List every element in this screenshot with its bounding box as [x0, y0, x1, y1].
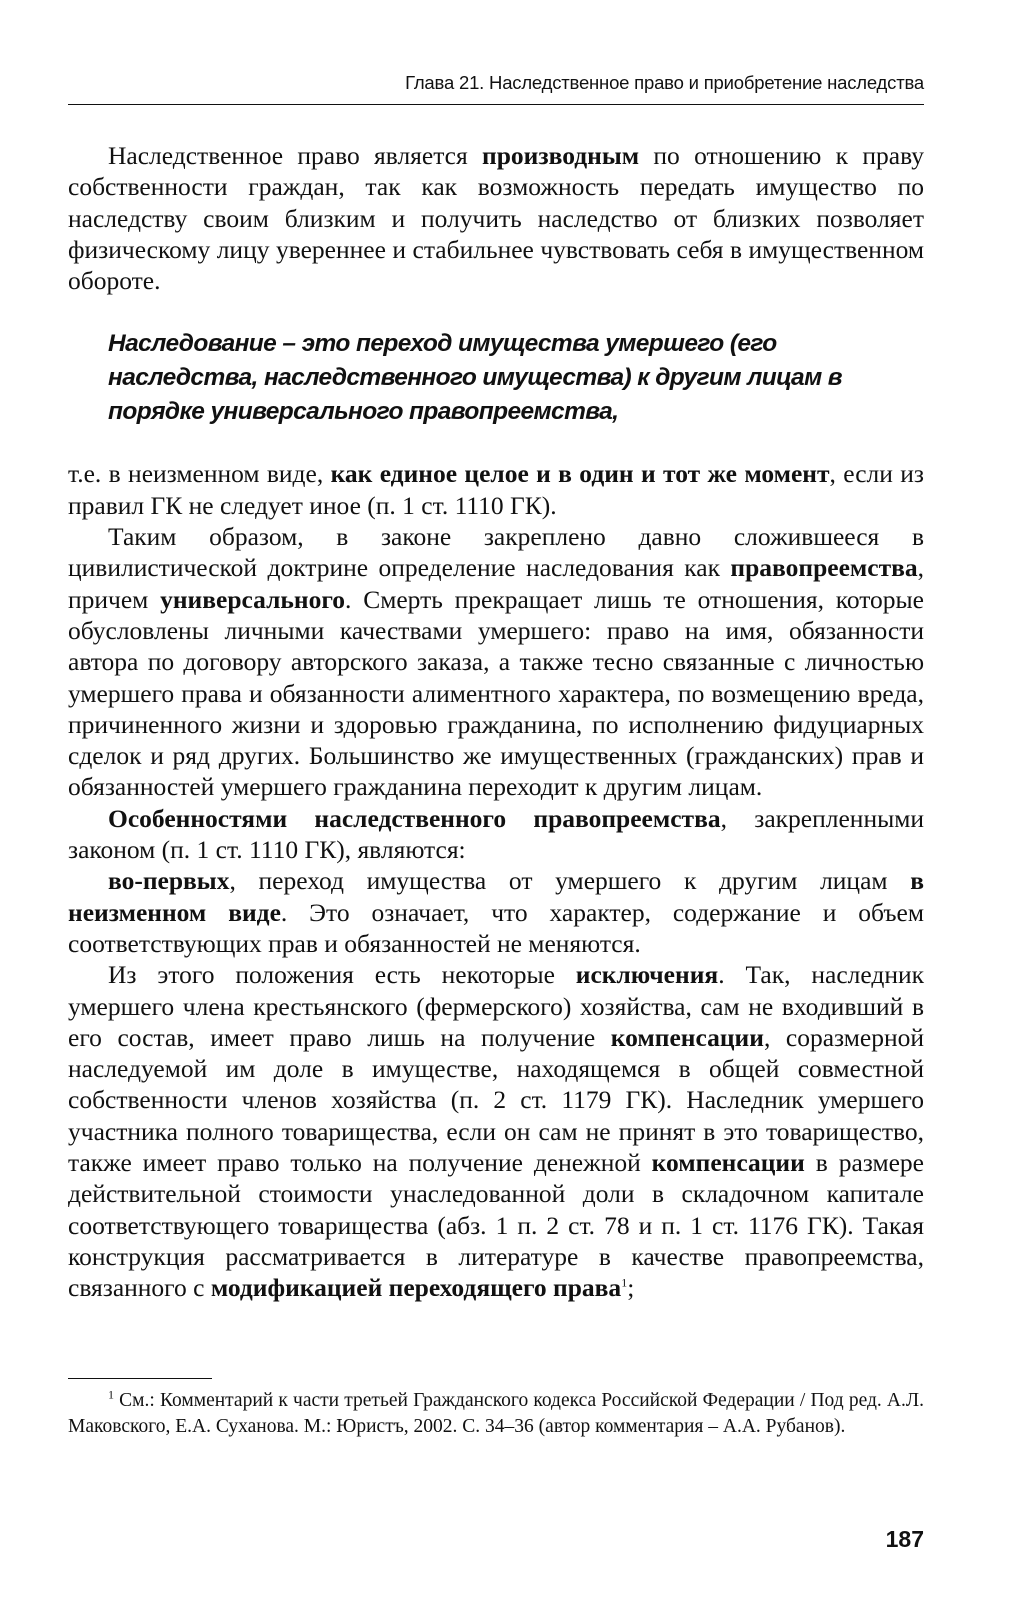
footnote-rule [68, 1378, 212, 1379]
running-head: Глава 21. Наследственное право и приобретение наследства [405, 72, 924, 93]
emphasis-firstly: во-первых [108, 866, 230, 896]
emphasis-features: Особенностями наследственного правопреемства [108, 803, 721, 833]
book-page [68, 0, 924, 1600]
footnote-text: См.: Комментарий к части третьей Гражданского кодекса Российской Федерации / Под ред. А.Л. Маковского, Е.А. Суханова. М.: Юристъ, 2002. С. 34–36 (автор комментария – А.А. Рубанов). [68, 1390, 924, 1437]
paragraph-6: Из этого положения есть некоторые исключения. Так, наследник умершего члена крестьянского (фермерского) хозяйства, сам не входивший в его состав, имеет право лишь на получение компенсации, соразмерной наследуемой им доле в имуществе, находящемся в общей совместной собственности членов хозяйства (п. 2 ст. 1179 ГК). Наследник умершего участника полного товарищества, если он сам не принят в это товарищество, также имеет право только на получение денежной компенсации в размере действительной стоимости унаследованной доли в складочном капитале соответствующего товарищества (абз. 1 п. 2 ст. 78 и п. 1 ст. 1176 ГК). Такая конструкция рассматривается в литературе в качестве правопреемства, связанного с модификацией переходящего права$^1$; [68, 960, 925, 1303]
paragraph-5: во-первых, переход имущества от умершего к другим лицам в неизменном виде. Это означает, что характер, содержание и объем соответствующих прав и обязанностей не меняются. [68, 866, 924, 958]
paragraph-1: Наследственное право является производным по отношению к праву собственности граждан, так как возможность передать имущество по наследству своим близким и получить наследство от близких позволяет физическому лицу увереннее и стабильнее чувствовать себя в имущественном обороте. [68, 141, 924, 296]
emphasis-exceptions: исключения [575, 960, 719, 990]
paragraph-3: Таким образом, в законе закреплено давно сложившееся в цивилистической доктрине определение наследования как правопреемства, причем универсального. Смерть прекращает лишь те отношения, которые обусловлены личными качествами умершего: право на имя, обязанности автора по договору авторского заказа, а также тесно связанные с личностью умершего права и обязанности алиментного характера, по возмещению вреда, причиненного жизни и здоровью гражданина, по исполнению фидуциарных сделок и ряд других. Большинство же имущественных (гражданских) прав и обязанностей умершего гражданина переходит к другим лицам. [68, 522, 924, 802]
emphasis-compensation: компенсации [610, 1022, 764, 1052]
page-number: 187 [885, 1526, 924, 1552]
emphasis-succession: правопреемства [730, 553, 918, 583]
emphasis-unchanged: в неизменном виде [68, 866, 924, 927]
emphasis-compensation-2: компенсации [651, 1148, 805, 1178]
paragraph-4: Особенностями наследственного правопреемства, закрепленными законом (п. 1 ст. 1110 ГК), являются: [68, 803, 925, 865]
header-rule [68, 104, 924, 105]
emphasis-whole: как единое целое и в один и тот же момент [330, 459, 830, 489]
footnote [68, 1388, 924, 1440]
emphasis-universal: универсального [160, 584, 346, 614]
emphasis-derived: производным [482, 141, 640, 170]
footnote-marker: 1 [108, 1387, 114, 1402]
main-text [68, 140, 924, 1304]
footnote-reference[interactable]: 1 [621, 1275, 628, 1290]
definition-inheritance: Наследование – это переход имущества умершего (его наследства, наследственного имущества) к другим лицам в порядке универсального правопреемства, [108, 330, 843, 426]
emphasis-modification: модификацией переходящего права [210, 1273, 622, 1303]
paragraph-2: т.е. в неизменном виде, как единое целое и в один и тот же момент, если из правил ГК не следует иное (п. 1 ст. 1110 ГК). [68, 459, 924, 520]
